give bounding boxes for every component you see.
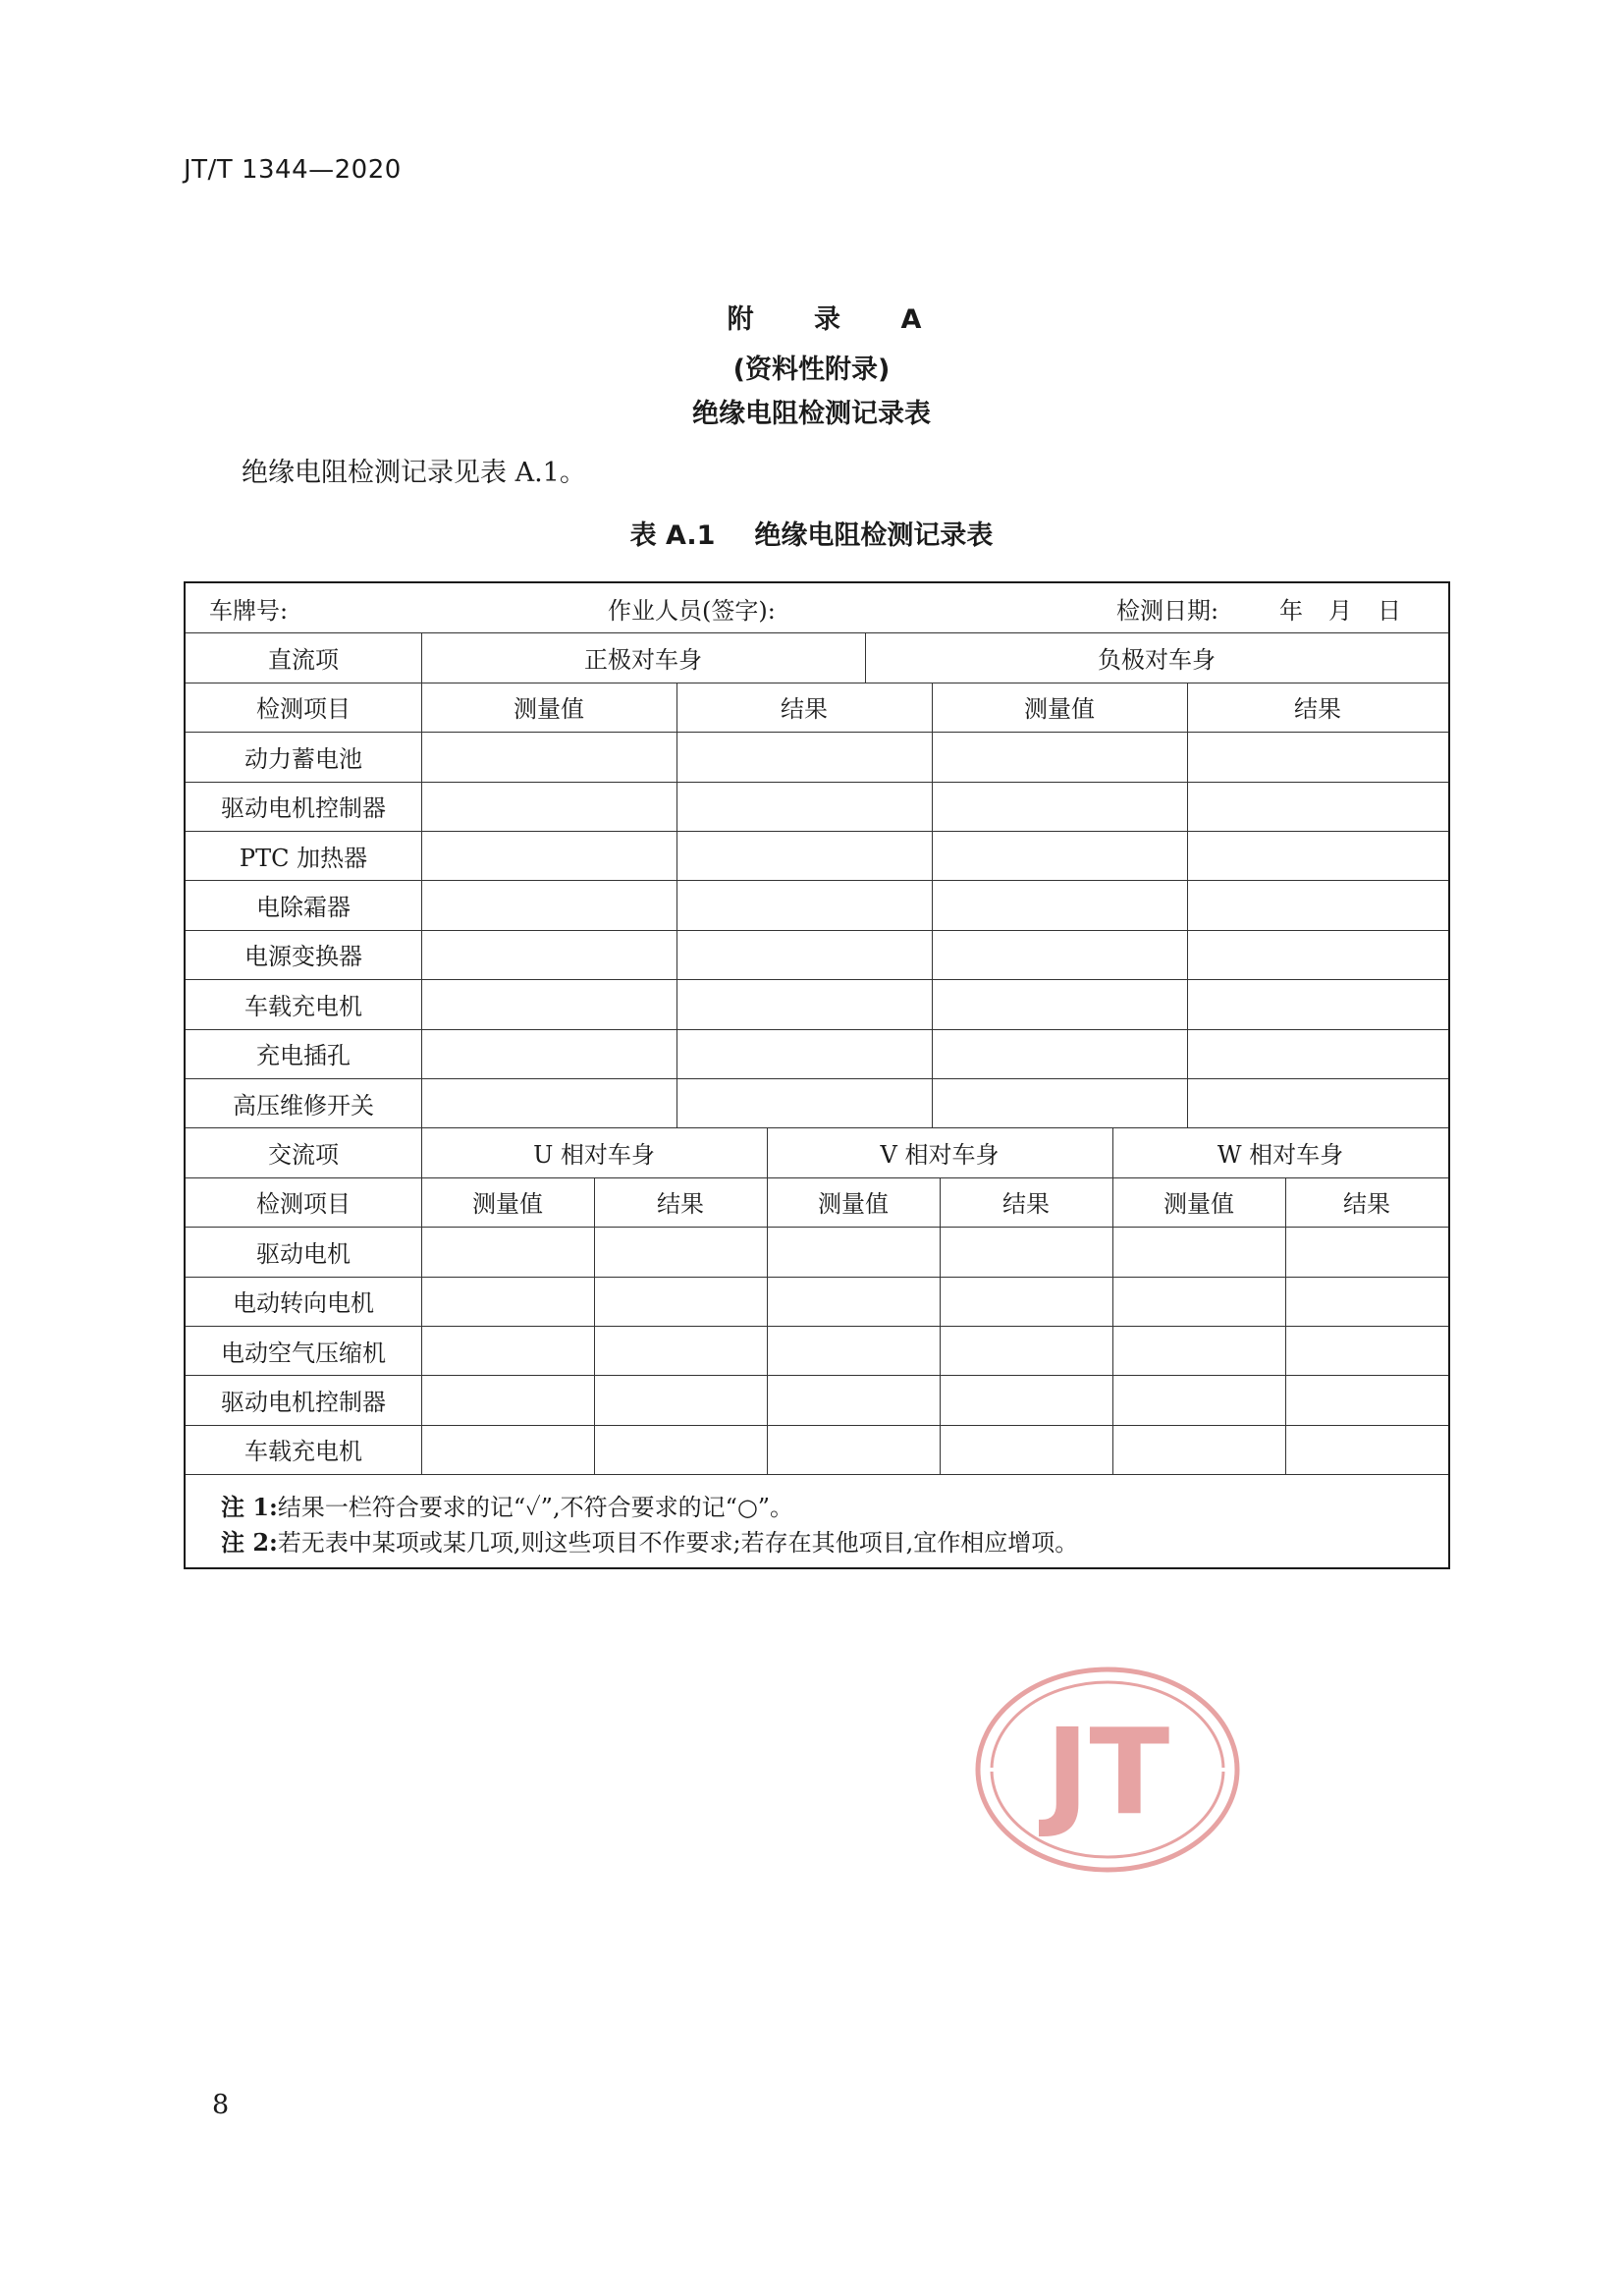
dc-entry-cell[interactable]: [1187, 732, 1448, 781]
table-column-rule: [865, 632, 866, 682]
table-caption: [0, 514, 1623, 552]
intro-text: 绝缘电阻检测记录见表 A.1。: [242, 458, 586, 488]
table-caption-title: 绝缘电阻检测记录表: [754, 520, 994, 551]
plate-number-label: 车牌号:: [209, 596, 289, 625]
table-column-rule: [767, 1127, 768, 1474]
jt-watermark-logo: [974, 1666, 1241, 1874]
record-table: [184, 581, 1450, 1569]
table-caption-number: 表 A.1: [629, 520, 716, 551]
dc-entry-cell[interactable]: [1187, 831, 1448, 880]
dc-entry-cell[interactable]: [676, 1029, 932, 1078]
dc-entry-cell[interactable]: [1187, 930, 1448, 979]
ac-entry-cell[interactable]: [940, 1277, 1112, 1326]
svg-text:JT: JT: [1045, 1705, 1170, 1841]
standard-code: JT/T 1344—2020: [184, 155, 402, 185]
dc-item-label: 驱动电机控制器: [221, 794, 386, 823]
ac-entry-cell[interactable]: [594, 1227, 767, 1276]
dc-entry-cell[interactable]: [676, 732, 932, 781]
dc-entry-cell[interactable]: [1187, 782, 1448, 831]
ac-entry-cell[interactable]: [1285, 1227, 1448, 1276]
table-column-rule: [1285, 1177, 1286, 1474]
ac-entry-cell[interactable]: [421, 1227, 594, 1276]
dc-entry-cell[interactable]: [676, 831, 932, 880]
ac-w-header: W 相对车身: [1217, 1141, 1344, 1170]
dc-entry-cell[interactable]: [676, 880, 932, 929]
dc-col-result-header: 结果: [781, 695, 828, 724]
dc-entry-cell[interactable]: [676, 930, 932, 979]
page-number: 8: [212, 2090, 230, 2120]
ac-entry-cell[interactable]: [767, 1425, 940, 1474]
ac-entry-cell[interactable]: [594, 1277, 767, 1326]
ac-item-label: 驱动电机控制器: [221, 1389, 386, 1417]
dc-col-result-header: 结果: [1294, 695, 1341, 724]
dc-entry-cell[interactable]: [421, 732, 676, 781]
ac-entry-cell[interactable]: [940, 1227, 1112, 1276]
dc-col-item-header: 检测项目: [256, 695, 351, 724]
dc-entry-cell[interactable]: [676, 1078, 932, 1127]
dc-entry-cell[interactable]: [932, 979, 1187, 1028]
dc-entry-cell[interactable]: [932, 732, 1187, 781]
dc-item-label: 充电插孔: [256, 1042, 351, 1070]
ac-item-label: 车载充电机: [244, 1438, 362, 1466]
ac-entry-cell[interactable]: [1112, 1326, 1285, 1375]
dc-entry-cell[interactable]: [676, 782, 932, 831]
ac-item-label: 电动转向电机: [233, 1289, 374, 1318]
ac-col-item-header: 检测项目: [256, 1190, 351, 1219]
dc-col-measured-header: 测量值: [1024, 695, 1095, 724]
operator-signature-label: 作业人员(签字):: [608, 596, 776, 625]
dc-entry-cell[interactable]: [932, 880, 1187, 929]
date-year-label: 年: [1279, 596, 1303, 625]
appendix-title: 附 录 A: [727, 304, 947, 335]
table-column-rule: [421, 1127, 422, 1474]
dc-entry-cell[interactable]: [421, 1029, 676, 1078]
dc-entry-cell[interactable]: [421, 782, 676, 831]
ac-col-measured-header: 测量值: [1163, 1190, 1234, 1219]
date-month-label: 月: [1328, 596, 1352, 625]
ac-entry-cell[interactable]: [940, 1375, 1112, 1424]
appendix-type: (资料性附录): [732, 355, 891, 385]
dc-entry-cell[interactable]: [932, 782, 1187, 831]
table-column-rule: [421, 632, 422, 1127]
table-column-rule: [940, 1177, 941, 1474]
ac-entry-cell[interactable]: [421, 1375, 594, 1424]
dc-item-label: 高压维修开关: [233, 1091, 374, 1120]
ac-entry-cell[interactable]: [594, 1425, 767, 1474]
ac-entry-cell[interactable]: [421, 1425, 594, 1474]
dc-entry-cell[interactable]: [421, 1078, 676, 1127]
table-note-text: 结果一栏符合要求的记“✓”,不符合要求的记“○”。: [277, 1494, 794, 1522]
ac-entry-cell[interactable]: [767, 1375, 940, 1424]
ac-col-result-header: 结果: [1002, 1190, 1050, 1219]
table-row-rule: [186, 1474, 1448, 1475]
dc-entry-cell[interactable]: [1187, 979, 1448, 1028]
ac-entry-cell[interactable]: [1285, 1326, 1448, 1375]
ac-entry-cell[interactable]: [1285, 1277, 1448, 1326]
table-note: [221, 1523, 1078, 1558]
dc-entry-cell[interactable]: [932, 930, 1187, 979]
ac-col-result-header: 结果: [1343, 1190, 1390, 1219]
date-day-label: 日: [1378, 596, 1401, 625]
ac-entry-cell[interactable]: [594, 1326, 767, 1375]
table-note-text: 若无表中某项或某几项,则这些项目不作要求;若存在其他项目,宜作相应增项。: [277, 1529, 1079, 1558]
ac-col-measured-header: 测量值: [472, 1190, 543, 1219]
ac-u-header: U 相对车身: [533, 1141, 655, 1170]
ac-entry-cell[interactable]: [767, 1227, 940, 1276]
dc-entry-cell[interactable]: [1187, 1078, 1448, 1127]
dc-item-label: PTC 加热器: [239, 844, 368, 872]
dc-entry-cell[interactable]: [932, 1078, 1187, 1127]
dc-entry-cell[interactable]: [421, 930, 676, 979]
ac-entry-cell[interactable]: [1112, 1277, 1285, 1326]
dc-item-label: 电除霜器: [256, 894, 351, 922]
ac-entry-cell[interactable]: [421, 1326, 594, 1375]
table-column-rule: [1187, 683, 1188, 1128]
ac-section-label: 交流项: [268, 1141, 339, 1170]
dc-positive-header: 正极对车身: [584, 646, 702, 675]
ac-v-header: V 相对车身: [880, 1141, 1000, 1170]
ac-entry-cell[interactable]: [940, 1425, 1112, 1474]
ac-entry-cell[interactable]: [767, 1277, 940, 1326]
ac-entry-cell[interactable]: [1112, 1375, 1285, 1424]
dc-col-measured-header: 测量值: [514, 695, 584, 724]
dc-section-label: 直流项: [268, 646, 339, 675]
ac-entry-cell[interactable]: [1285, 1375, 1448, 1424]
ac-item-label: 电动空气压缩机: [221, 1339, 386, 1367]
table-column-rule: [676, 683, 677, 1128]
ac-col-measured-header: 测量值: [818, 1190, 889, 1219]
table-note-label: 注 1:: [221, 1493, 278, 1522]
ac-entry-cell[interactable]: [940, 1326, 1112, 1375]
ac-entry-cell[interactable]: [594, 1375, 767, 1424]
dc-entry-cell[interactable]: [421, 831, 676, 880]
inspection-date-label: 检测日期:: [1116, 596, 1219, 625]
ac-item-label: 驱动电机: [256, 1239, 351, 1268]
dc-entry-cell[interactable]: [1187, 880, 1448, 929]
table-column-rule: [932, 683, 933, 1128]
appendix-subtitle: 绝缘电阻检测记录表: [692, 399, 931, 429]
table-note-label: 注 2:: [221, 1528, 278, 1558]
dc-entry-cell[interactable]: [421, 979, 676, 1028]
dc-item-label: 动力蓄电池: [244, 744, 362, 773]
dc-item-label: 电源变换器: [244, 943, 362, 971]
dc-entry-cell[interactable]: [1187, 1029, 1448, 1078]
table-column-rule: [1112, 1127, 1113, 1474]
ac-entry-cell[interactable]: [767, 1326, 940, 1375]
dc-entry-cell[interactable]: [932, 1029, 1187, 1078]
dc-entry-cell[interactable]: [676, 979, 932, 1028]
ac-entry-cell[interactable]: [1112, 1425, 1285, 1474]
table-note: [221, 1488, 793, 1522]
ac-col-result-header: 结果: [657, 1190, 704, 1219]
ac-entry-cell[interactable]: [1112, 1227, 1285, 1276]
ac-entry-cell[interactable]: [421, 1277, 594, 1326]
dc-negative-header: 负极对车身: [1098, 646, 1216, 675]
ac-entry-cell[interactable]: [1285, 1425, 1448, 1474]
dc-entry-cell[interactable]: [932, 831, 1187, 880]
dc-entry-cell[interactable]: [421, 880, 676, 929]
table-column-rule: [594, 1177, 595, 1474]
dc-item-label: 车载充电机: [244, 992, 362, 1020]
